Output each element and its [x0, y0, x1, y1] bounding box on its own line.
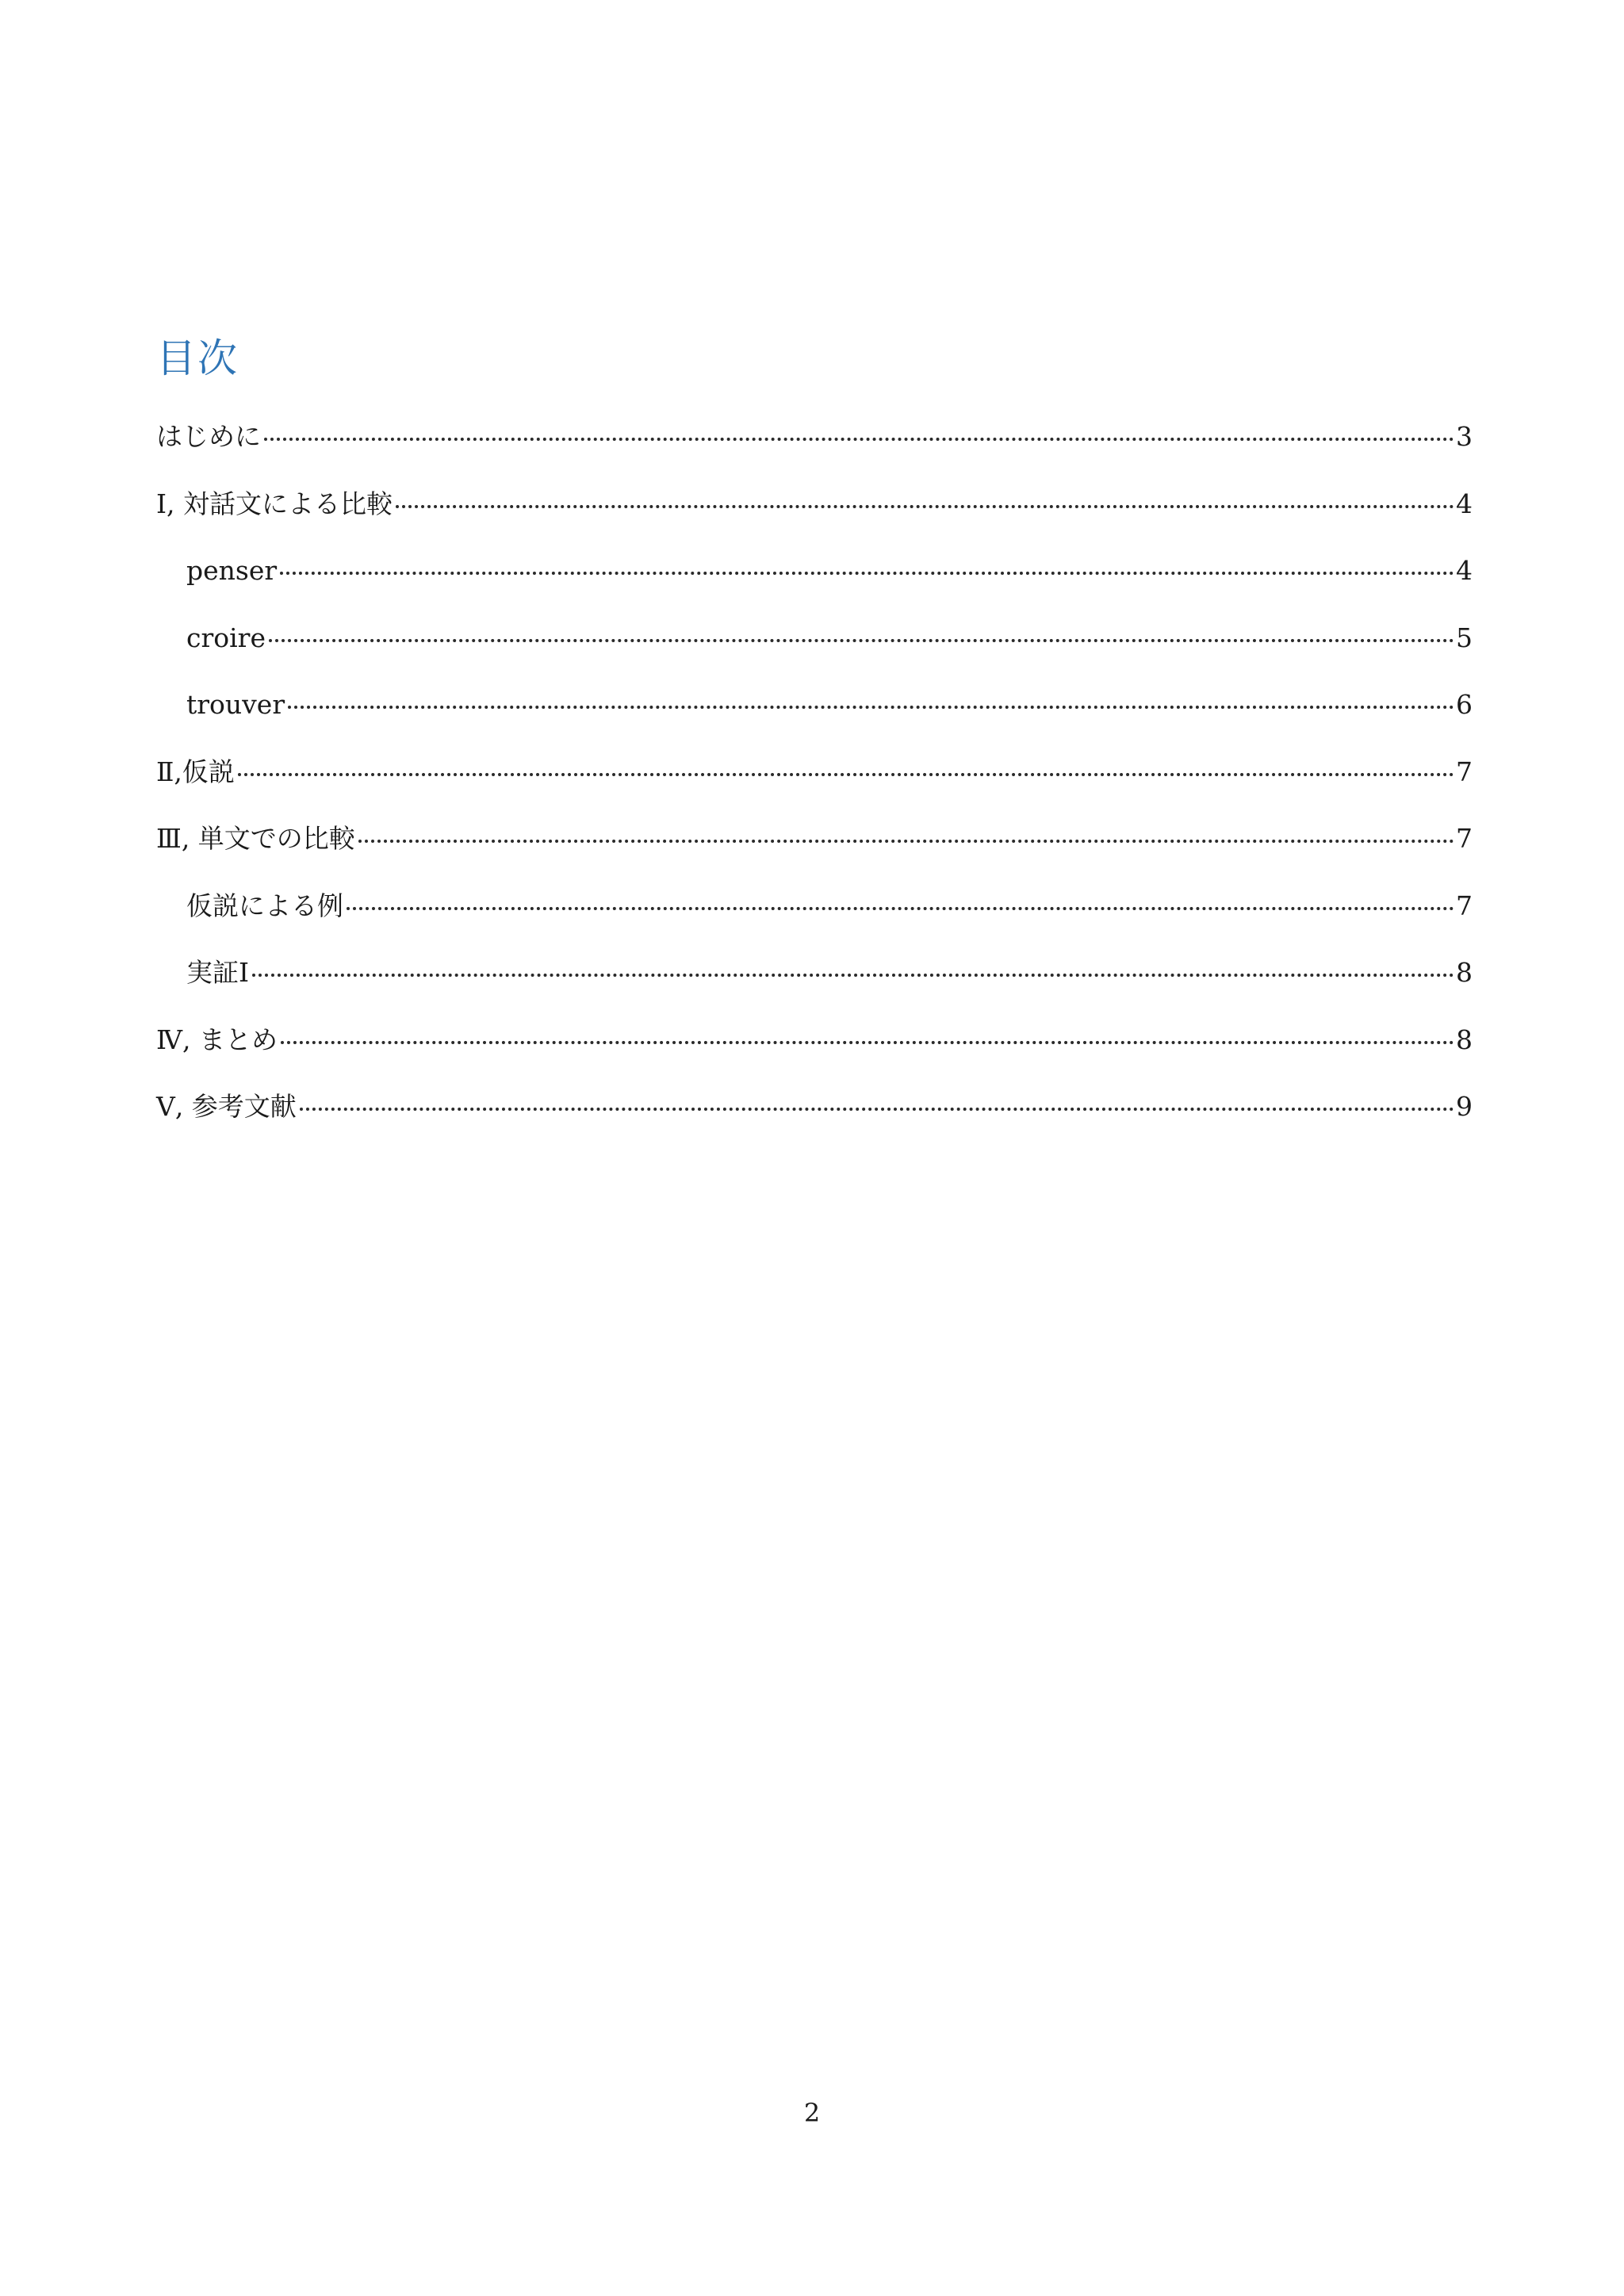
toc-entry-page: 7	[1456, 890, 1473, 921]
toc-entry-page: 7	[1456, 756, 1473, 787]
toc-entry[interactable]	[156, 1016, 1473, 1083]
toc-entry-page: 4	[1456, 488, 1473, 519]
toc-dot-leader	[300, 1108, 1454, 1111]
toc-entry[interactable]	[156, 680, 1473, 748]
toc-entry[interactable]	[156, 614, 1473, 681]
toc-entry[interactable]	[156, 748, 1473, 815]
toc-entry[interactable]	[156, 948, 1473, 1016]
toc-entry[interactable]	[156, 480, 1473, 547]
toc-entry[interactable]	[156, 1082, 1473, 1150]
toc-dot-leader	[288, 706, 1454, 709]
toc-entry-page: 4	[1456, 555, 1473, 586]
toc-entry-title: Ⅱ,仮説	[156, 756, 235, 787]
toc-dot-leader	[269, 639, 1454, 642]
table-of-contents	[156, 412, 1473, 1150]
toc-dot-leader	[396, 505, 1454, 508]
toc-dot-leader	[281, 1041, 1454, 1044]
toc-dot-leader	[358, 840, 1454, 843]
toc-dot-leader	[252, 974, 1454, 977]
toc-entry[interactable]	[156, 882, 1473, 949]
toc-entry-title: croire	[186, 622, 266, 653]
toc-dot-leader	[347, 907, 1454, 910]
toc-entry-title: はじめに	[156, 421, 261, 452]
toc-entry-title: Ⅴ, 参考文献	[156, 1091, 297, 1122]
toc-entry-page: 8	[1456, 957, 1473, 988]
toc-dot-leader	[238, 773, 1454, 776]
toc-entry-page: 3	[1456, 421, 1473, 452]
toc-entry-title: penser	[186, 555, 278, 586]
toc-entry[interactable]	[156, 814, 1473, 882]
toc-entry-title: 実証Ⅰ	[186, 957, 250, 988]
toc-entry[interactable]	[156, 546, 1473, 614]
page-number: 2	[803, 2098, 821, 2128]
toc-entry[interactable]	[156, 412, 1473, 480]
toc-dot-leader	[264, 438, 1454, 441]
toc-entry-title: trouver	[186, 689, 285, 720]
toc-dot-leader	[280, 572, 1454, 575]
toc-entry-title: 仮説による例	[186, 890, 343, 921]
toc-heading: 目次	[156, 335, 239, 381]
toc-entry-title: Ⅰ, 対話文による比較	[156, 488, 393, 519]
toc-entry-page: 6	[1456, 689, 1473, 720]
toc-entry-title: Ⅲ, 単文での比較	[156, 823, 355, 854]
toc-entry-title: Ⅳ, まとめ	[156, 1024, 278, 1055]
toc-entry-page: 8	[1456, 1024, 1473, 1055]
toc-entry-page: 5	[1456, 622, 1473, 653]
toc-entry-page: 7	[1456, 823, 1473, 854]
toc-entry-page: 9	[1456, 1091, 1473, 1122]
